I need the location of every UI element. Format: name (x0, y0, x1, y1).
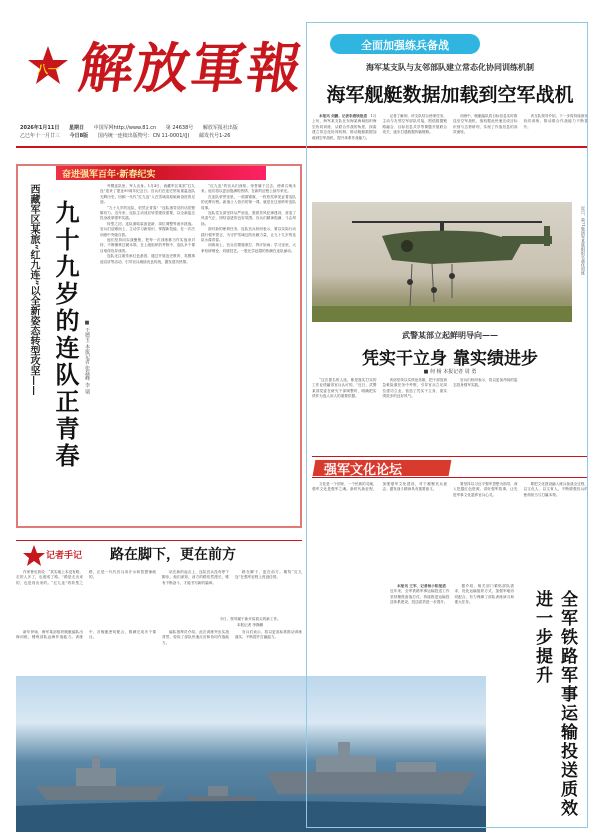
top-story-text: 本报讯 刘鹏、记者李唐欣报道 1月上旬，海军某支队在东海某海域组织海空协同训练，从联合作战的角度，探索建立常态化协同机制，推动舰艇数据加载到空军战机，提升体系作战能力。 记者了解到，该支队结合使命任务，主动与友邻空军部队对接，围绕数据链路融合、目标信息共享等课题开展联合攻关，逐步打通数据传输链路。 训练中，舰艇编队将目标信息实时推送至空军战机，战机据此快速完成目标识别与态势研判，实现了作战信息的高效流转。 该支队领导介绍，下一步将持续深化协同训练，推动联合作战能力不断提升。 (312, 114, 588, 140)
middle-story-kicker: 武警某部立起鲜明导向—— (402, 330, 498, 340)
star-tag-icon (22, 544, 46, 572)
postal-code: 邮发代号1-26 (199, 133, 231, 139)
publisher: 解放军报社出版 (202, 125, 238, 131)
footer-note (200, 616, 300, 628)
issue-date: 2026年1月11日 (20, 125, 60, 131)
rail-story-text: 本报讯 王军、记者杨小阳报道 近年来，全军铁路军事运输投送工作坚持聚焦备战打仗，持续推进运输投送体系建设，投送质效进一步提升。 据介绍，相关部门紧贴部队需求，优化运输组织方式，加强军地协同配合，有力保障了部队训练演习和重大任务。 (390, 584, 514, 605)
rail-story-byline: 本报讯 王军、记者杨小阳报道 (397, 584, 446, 588)
page-count: 今日8版 (69, 133, 89, 139)
top-story-banner: 全面加强练兵备战 (330, 34, 480, 54)
notes-headline: 路在脚下，更在前方 (110, 547, 236, 563)
mid-banner-text-body: 文化是一个国家、一个民族的灵魂，强军文化是强军之魂。新时代新征程，加强强军文化建设，对于凝聚官兵意志、激发战斗精神具有重要意义。 要坚持以习近平强军思想为指导，深入挖掘红色资源，讲好强军故事，让先进军事文化滋养官兵心灵。 要把文化建设融入练兵备战全过程，以文化人、以文育人，不断增强官兵的使命担当与打赢本领。 (312, 482, 588, 497)
mid-banner-text: 强军文化论坛 (324, 463, 403, 478)
anniv-banner: 奋进强军百年·新春纪实 (56, 166, 266, 180)
anniv-body-text: 劳模连队里，军人出身。1月4日，西藏军区某旅“红九连”迎来了建连99周年纪念日。官兵们在连史馆前重温连队光辉历史，回顾一代代“红九连”人在雪域高原砥砺奋进的足迹。 “九十九岁的连队，依然正青春！”连队指导员的话语铿锵有力。近年来，连队主动适应转型建设需要，以全新姿态投身改革强军实践。 转型之初，连队面临装备更新、岗位调整等诸多挑战。官兵们迎难而上，主动学习新知识、掌握新技能，在一次次训练中突破自我。 他们坚持向实战聚焦，把每一次训练都当作实战来对待，不断锤炼过硬本领。在上级组织的考核中，连队多个课目取得优异成绩。 连队还注重传承红色基因，通过开展连史教育、英模事迹宣讲等活动，引导官兵赓续优良传统，激发建功热情。 “红九连”的官兵们深知，荣誉属于过去，使命召唤未来。他们将以更加饱满的热情，在新的征程上续写荣光。 在连队荣誉室里，一面面锦旗、一枚枚奖章见证着连队的光辉历程。新战士入营后的第一课，就是在这里聆听连队故事。 连队党支部坚持从严治连，狠抓作风纪律建设，营造了风清气正、团结奋进的良好氛围。官兵们精神饱满、斗志昂扬。 面对新的使命任务，连队官兵纷纷表示，要以实际行动践行强军誓言，为守护雪域边防贡献力量，让九十九岁的连队永葆青春。 训练场上，官兵们摸爬滚打、挥汗如雨；学习室里，大家钻研理论、切磋技艺。一股比学赶超的热潮在连队涌动。 (100, 184, 296, 264)
middle-story-byline: ■ 何 杨 本报记者 周 勇 (423, 369, 477, 375)
top-story-photo-caption: 近日，第71集团军某旅组织实战化训练 (581, 206, 586, 276)
website-url[interactable]: 中国军网http://www.81.cn (93, 125, 157, 131)
issue-weekday: 星期日 (68, 125, 84, 131)
issue-number: 第 24638号 (165, 125, 194, 131)
right-border (306, 22, 588, 828)
masthead-info (20, 124, 300, 140)
footer-note-line2: 本报记者 李斯鹏 (236, 623, 264, 627)
masthead-title: 解放軍報 (75, 36, 309, 100)
top-story-headline: 海军舰艇数据加载到空军战机 (326, 84, 574, 106)
anniv-column-start: 劳模连队里，军人出身 (107, 184, 144, 188)
cn-number: 国内统一连续出版物号：CN 11-0001/(J) (97, 133, 190, 139)
notes-body-text: 作家鲁迅曾说：“其实地上本没有路，走的人多了，也便成了路。”路是走出来的，也是闯出来的。“红九连”的转型之路，正是一代代官兵用汗水和智慧铺就的。 站在新的起点上，连队官兵没有停下脚步。他们深知，前方的路依然漫长，唯有不断奋斗，才能书写新的篇章。 路在脚下，更在前方。期待“红九连”在强军征程上再创佳绩。 (16, 570, 302, 585)
star-emblem-icon (26, 44, 70, 88)
anniv-byline: ■ 王德玉 本报记者 张磊峰 李 瑞 (84, 320, 90, 394)
notes-tag: 记者手记 (46, 551, 83, 561)
anniv-headline: 九十九岁的连队正青春 (51, 200, 80, 470)
bottom-body-text: 新年伊始，海军某部组织舰艇编队出海训练，锤炼部队远海作战能力。训练中，各舰艇密切配合，圆满完成多个课目。 编队指挥员介绍，此次训练突出实战背景，检验了部队快速反应和协同作战能力。 官兵们表示，将以更高标准推动训练落实，不断提升打赢能力。 (16, 630, 302, 645)
middle-story-text: “这次提名的人选，都是靠实打实的工作业绩赢得官兵认可的。”近日，武警某部党委在研究干部调整时，明确把实绩作为选人用人的重要依据。 该部坚持以实绩论英雄，把干部放到急难险重任务中考察，引导官兵立足岗位建功立业，营造了凭实干立身、靠实绩进步的良好风气。 官兵们纷纷表示，将以更加昂扬的姿态投身强军实践。 (312, 378, 518, 399)
lunar-date: 乙巳年十一月廿三 (20, 133, 61, 139)
anniv-subtitle: 西藏军区某旅“红九连”以全新姿态转型攻坚—— (28, 184, 39, 396)
middle-story-headline: 凭实干立身 靠实绩进步 (362, 349, 538, 369)
notes-rule (16, 540, 302, 541)
notes-quote: 作家鲁迅曾说：“其实地上本没有路，走的人多了，也便成了路。” (16, 570, 83, 580)
top-story-kicker: 海军某支队与友邻部队建立常态化协同训练机制 (366, 62, 534, 72)
svg-text:八一: 八一 (37, 63, 59, 76)
top-story-byline: 本报讯 刘鹏、记者李唐欣报道 (319, 114, 367, 118)
footer-note-line1: 今日，领导属于新开局看头的新工作。 (219, 617, 281, 621)
rail-story-headline: 全军铁路军事运输投送质效进一步提升 (532, 590, 577, 818)
